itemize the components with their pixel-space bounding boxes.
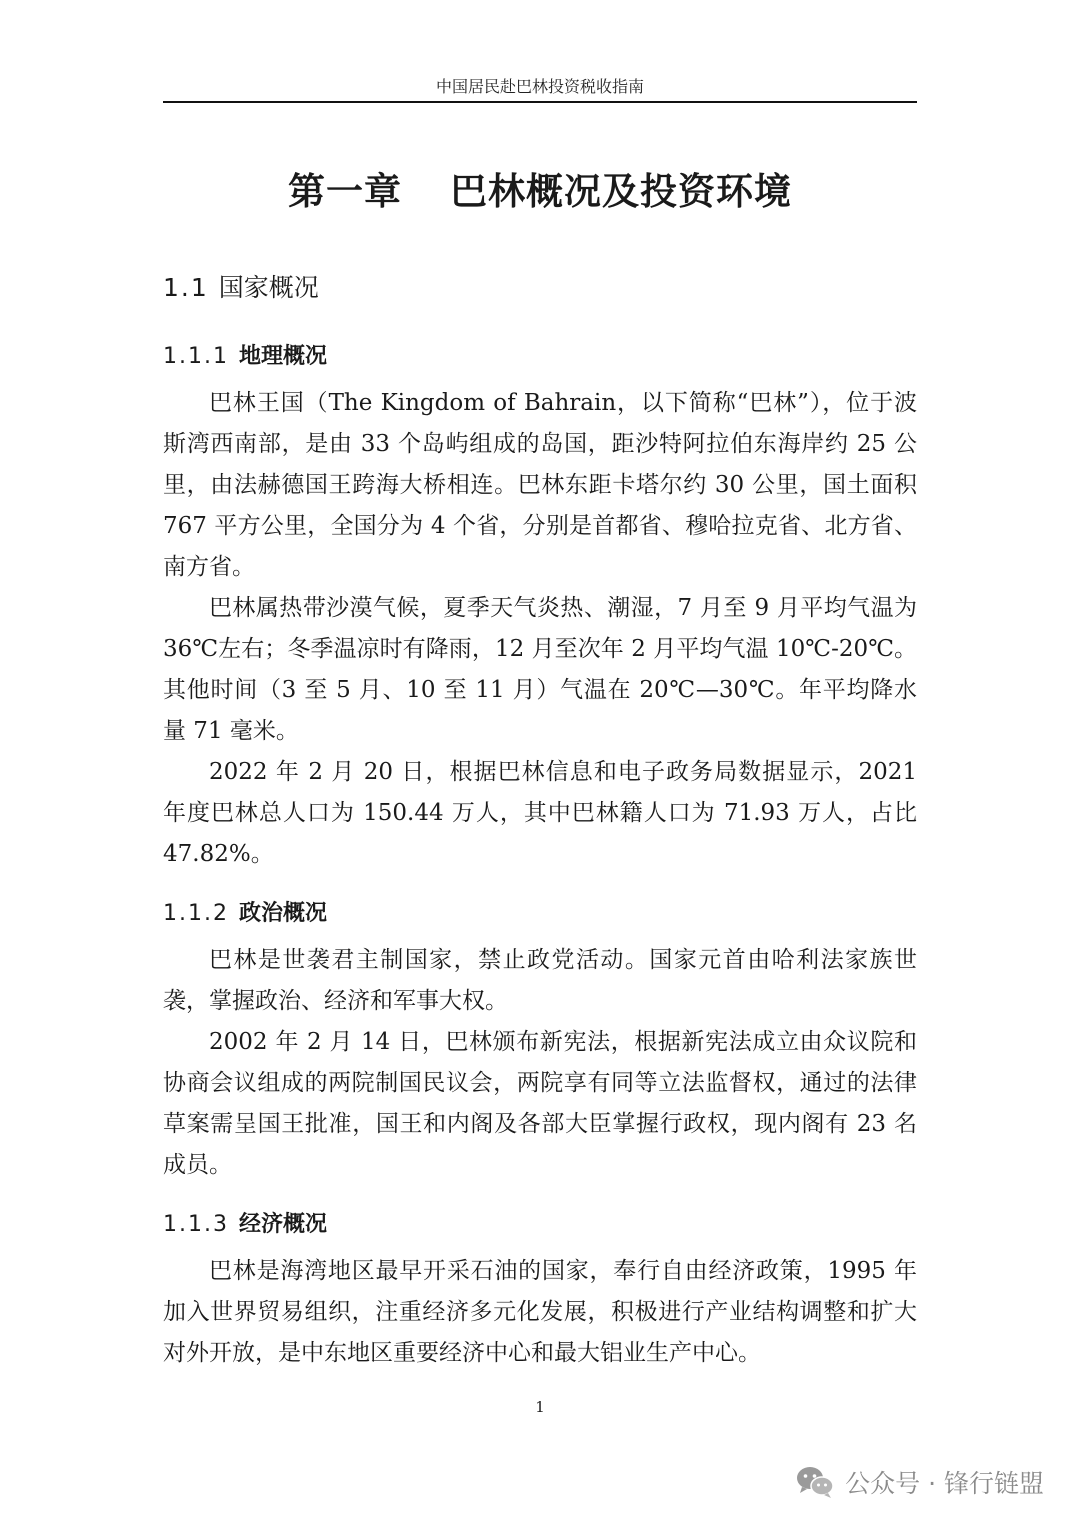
section-number: 1.1 — [163, 273, 209, 302]
chapter-name: 巴林概况及投资环境 — [450, 170, 792, 213]
subsection-heading-politics — [163, 896, 327, 927]
watermark-text: 公众号 · 锋行链盟 — [845, 1469, 1044, 1498]
paragraph-government: 巴林是世袭君主制国家，禁止政党活动。国家元首由哈利法家族世袭，掌握政治、经济和军事大权。 — [163, 947, 917, 1014]
section-heading — [163, 268, 319, 304]
subsection-title: 政治概况 — [238, 901, 327, 926]
chapter-title — [163, 161, 917, 215]
paragraph-geography: 巴林王国（The Kingdom of Bahrain，以下简称“巴林”），位于波斯湾西南部，是由 33 个岛屿组成的岛国，距沙特阿拉伯东海岸约 25 公里，由法赫德国王跨海大桥相连。巴林东距卡塔尔约 30 公里，国土面积 767 平方公里，全国分为 4 个省，分别是首都省、穆哈拉克省、北方省、南方省。 — [163, 390, 917, 580]
paragraph-constitution: 2002 年 2 月 14 日，巴林颁布新宪法，根据新宪法成立由众议院和协商会议组成的两院制国民议会，两院享有同等立法监督权，通过的法律草案需呈国王批准，国王和内阁及各部大臣掌握行政权，现内阁有 23 名成员。 — [163, 1029, 917, 1178]
watermark — [795, 1464, 1044, 1500]
page-number: 1 — [535, 1398, 545, 1416]
paragraph-population: 2022 年 2 月 20 日，根据巴林信息和电子政务局数据显示，2021 年度巴林总人口为 150.44 万人，其中巴林籍人口为 71.93 万人，占比 47.82%。 — [163, 759, 917, 867]
header-rule — [163, 101, 917, 103]
paragraph-economy: 巴林是海湾地区最早开采石油的国家，奉行自由经济政策，1995 年加入世界贸易组织，注重经济多元化发展，积极进行产业结构调整和扩大对外开放，是中东地区重要经济中心和最大铝业生产中心。 — [163, 1258, 917, 1366]
paragraph-climate: 巴林属热带沙漠气候，夏季天气炎热、潮湿，7 月至 9 月平均气温为 36℃左右；冬季温凉时有降雨，12 月至次年 2 月平均气温 10℃-20℃。其他时间（3 至 5 月、10 至 11 月）气温在 20℃—30℃。年平均降水量 71 毫米。 — [163, 595, 917, 744]
subsection-number: 1.1.2 — [163, 901, 229, 926]
subsection-title: 经济概况 — [238, 1212, 327, 1237]
subsection-heading-geography — [163, 339, 327, 370]
subsection-heading-economy — [163, 1207, 327, 1238]
subsection-title: 地理概况 — [238, 344, 327, 369]
wechat-icon — [795, 1464, 835, 1500]
subsection-number: 1.1.3 — [163, 1212, 229, 1237]
subsection-number: 1.1.1 — [163, 344, 229, 369]
running-header: 中国居民赴巴林投资税收指南 — [435, 77, 644, 96]
chapter-number: 第一章 — [288, 170, 402, 213]
section-title: 国家概况 — [218, 273, 319, 302]
